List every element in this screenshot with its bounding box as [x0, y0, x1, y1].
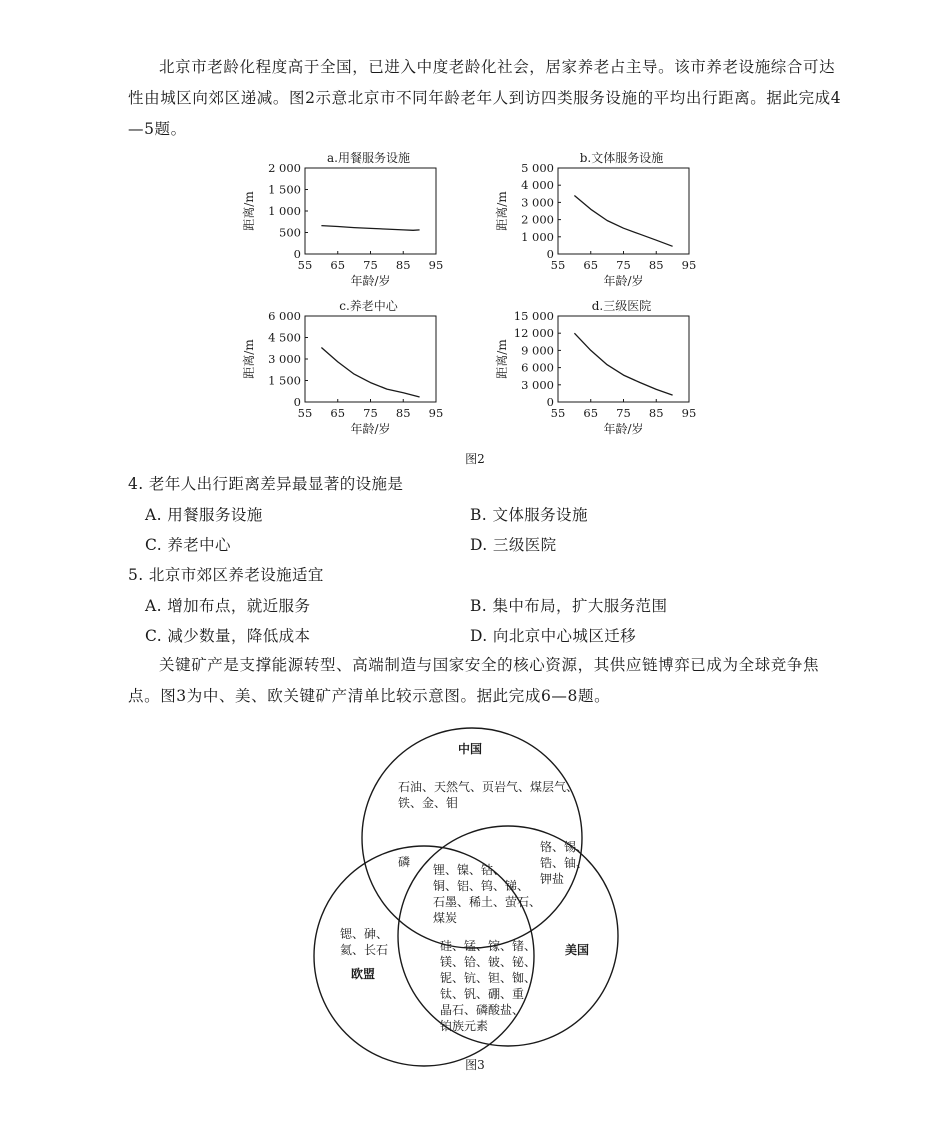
venn-label-eu: 欧盟	[351, 967, 376, 981]
y-tick-label: 0	[293, 247, 301, 261]
svg-text:锂、镍、钴、: 锂、镍、钴、	[433, 863, 506, 877]
x-axis-label: 年龄/岁	[603, 274, 644, 288]
figure-2-charts	[0, 0, 950, 440]
x-tick-label: 55	[297, 406, 313, 420]
y-tick-label: 500	[279, 225, 301, 240]
x-tick-label: 65	[330, 406, 346, 420]
x-tick-label: 65	[583, 406, 599, 420]
y-tick-label: 3 000	[521, 377, 554, 392]
svg-text:锆、铀、: 锆、铀、	[540, 856, 589, 870]
y-tick-label: 5 000	[521, 161, 554, 175]
chart-panel-b	[495, 150, 696, 288]
question-5-option-c[interactable]: C. 减少数量，降低成本	[145, 627, 311, 645]
x-tick-label: 55	[550, 258, 566, 272]
chart-title: b.文体服务设施	[579, 151, 664, 165]
y-tick-label: 4 000	[521, 178, 554, 193]
svg-text:磷: 磷	[398, 855, 411, 869]
venn-region-eu-only	[340, 926, 388, 957]
y-tick-label: 0	[293, 395, 301, 409]
figure-3-caption: 图3	[465, 1058, 485, 1072]
svg-text:铬、锡、: 铬、锡、	[540, 840, 589, 854]
chart-title: a.用餐服务设施	[327, 151, 410, 165]
x-tick-label: 75	[616, 258, 631, 272]
series-line	[321, 226, 419, 231]
svg-text:硅、锰、镓、锗、: 硅、锰、镓、锗、	[440, 939, 537, 953]
chart-frame	[558, 168, 689, 254]
figure-3-venn-diagram	[0, 720, 950, 1080]
y-tick-label: 6 000	[268, 309, 301, 323]
svg-text:镁、铪、铍、铋、: 镁、铪、铍、铋、	[440, 955, 537, 969]
y-tick-label: 1 000	[268, 204, 301, 218]
question-4-option-a[interactable]: A. 用餐服务设施	[145, 506, 263, 524]
svg-text:钾盐: 钾盐	[540, 872, 565, 886]
intro-paragraph-2: 关键矿产是支撑能源转型、高端制造与国家安全的核心资源，其供应链博弈已成为全球竞争焦点。图3为中、美、欧关键矿产清单比较示意图。据此完成6—8题。	[128, 656, 820, 705]
question-4-option-c[interactable]: C. 养老中心	[145, 536, 231, 554]
question-4-option-b[interactable]: B. 文体服务设施	[470, 506, 588, 524]
y-tick-label: 12 000	[513, 326, 554, 341]
series-line	[574, 196, 672, 247]
y-axis-label: 距离/m	[242, 191, 256, 231]
series-line	[574, 333, 672, 395]
y-axis-label: 距离/m	[495, 191, 509, 231]
svg-text:铂族元素: 铂族元素	[440, 1019, 489, 1033]
x-tick-label: 95	[428, 258, 444, 272]
venn-region-all-three	[433, 862, 541, 925]
y-tick-label: 6 000	[521, 360, 554, 375]
x-tick-label: 65	[583, 258, 599, 272]
chart-frame	[305, 168, 436, 254]
svg-text:煤炭: 煤炭	[433, 911, 458, 925]
chart-title: d.三级医院	[591, 299, 652, 313]
question-5-option-a[interactable]: A. 增加布点，就近服务	[145, 597, 311, 615]
x-tick-label: 95	[681, 406, 697, 420]
chart-frame	[305, 316, 436, 402]
svg-text:锶、砷、: 锶、砷、	[340, 927, 389, 941]
y-tick-label: 0	[546, 247, 554, 261]
x-tick-label: 95	[681, 258, 697, 272]
x-tick-label: 55	[297, 258, 313, 272]
venn-region-china-eu	[398, 854, 410, 869]
x-tick-label: 95	[428, 406, 444, 420]
x-tick-label: 75	[616, 406, 631, 420]
y-axis-label: 距离/m	[495, 339, 509, 379]
y-axis-label: 距离/m	[242, 339, 256, 379]
x-tick-label: 85	[648, 406, 664, 420]
intro-paragraph-1: 北京市老龄化程度高于全国，已进入中度老龄化社会，居家养老占主导。该市养老设施综合可达性由城区向郊区递减。图2示意北京市不同年龄老年人到访四类服务设施的平均出行距离。据此完成4—5题。	[128, 58, 842, 138]
question-5-option-d[interactable]: D. 向北京中心城区迁移	[470, 627, 637, 645]
svg-text:氦、长石: 氦、长石	[340, 943, 389, 957]
x-tick-label: 75	[363, 258, 378, 272]
y-tick-label: 4 500	[268, 330, 301, 345]
venn-region-china-only	[398, 779, 578, 810]
venn-region-usa-eu	[440, 938, 536, 1033]
svg-text:铁、金、钼: 铁、金、钼	[398, 796, 459, 810]
figure-2-caption: 图2	[465, 452, 485, 466]
x-tick-label: 55	[550, 406, 566, 420]
y-tick-label: 9 000	[521, 343, 554, 358]
x-tick-label: 65	[330, 258, 346, 272]
x-tick-label: 85	[395, 258, 411, 272]
y-tick-label: 2 000	[268, 161, 301, 175]
question-5-stem: 5. 北京市郊区养老设施适宜	[128, 566, 324, 584]
x-tick-label: 85	[648, 258, 664, 272]
x-tick-label: 85	[395, 406, 411, 420]
question-5-option-b[interactable]: B. 集中布局，扩大服务范围	[470, 597, 668, 615]
chart-panel-c	[242, 298, 443, 436]
venn-circle-china	[362, 728, 582, 948]
y-tick-label: 2 000	[521, 212, 554, 227]
chart-panel-a	[242, 150, 443, 288]
y-tick-label: 1 000	[521, 229, 554, 244]
x-axis-label: 年龄/岁	[350, 422, 391, 436]
svg-text:铌、钪、钽、铷、: 铌、钪、钽、铷、	[440, 971, 537, 985]
svg-text:铜、铝、钨、锑、: 铜、铝、钨、锑、	[433, 879, 530, 893]
venn-label-china: 中国	[458, 742, 483, 756]
question-4-option-d[interactable]: D. 三级医院	[470, 536, 557, 554]
svg-text:晶石、磷酸盐、: 晶石、磷酸盐、	[440, 1003, 525, 1017]
x-axis-label: 年龄/岁	[350, 274, 391, 288]
svg-text:钛、钒、硼、重: 钛、钒、硼、重	[440, 987, 525, 1001]
chart-panel-d	[495, 299, 696, 436]
y-tick-label: 0	[546, 395, 554, 409]
y-tick-label: 1 500	[268, 373, 301, 388]
chart-title: c.养老中心	[339, 299, 398, 313]
series-line	[321, 348, 419, 398]
y-tick-label: 3 000	[521, 195, 554, 210]
venn-region-china-usa	[540, 840, 588, 886]
y-tick-label: 1 500	[268, 182, 301, 197]
x-axis-label: 年龄/岁	[603, 422, 644, 436]
svg-text:石油、天然气、页岩气、煤层气、: 石油、天然气、页岩气、煤层气、	[398, 780, 579, 794]
svg-text:石墨、稀土、萤石、: 石墨、稀土、萤石、	[433, 895, 542, 909]
chart-frame	[558, 316, 689, 402]
y-tick-label: 3 000	[268, 352, 301, 366]
question-4-stem: 4. 老年人出行距离差异最显著的设施是	[128, 475, 404, 493]
venn-label-usa: 美国	[565, 943, 590, 957]
y-tick-label: 15 000	[513, 309, 554, 323]
x-tick-label: 75	[363, 406, 378, 420]
